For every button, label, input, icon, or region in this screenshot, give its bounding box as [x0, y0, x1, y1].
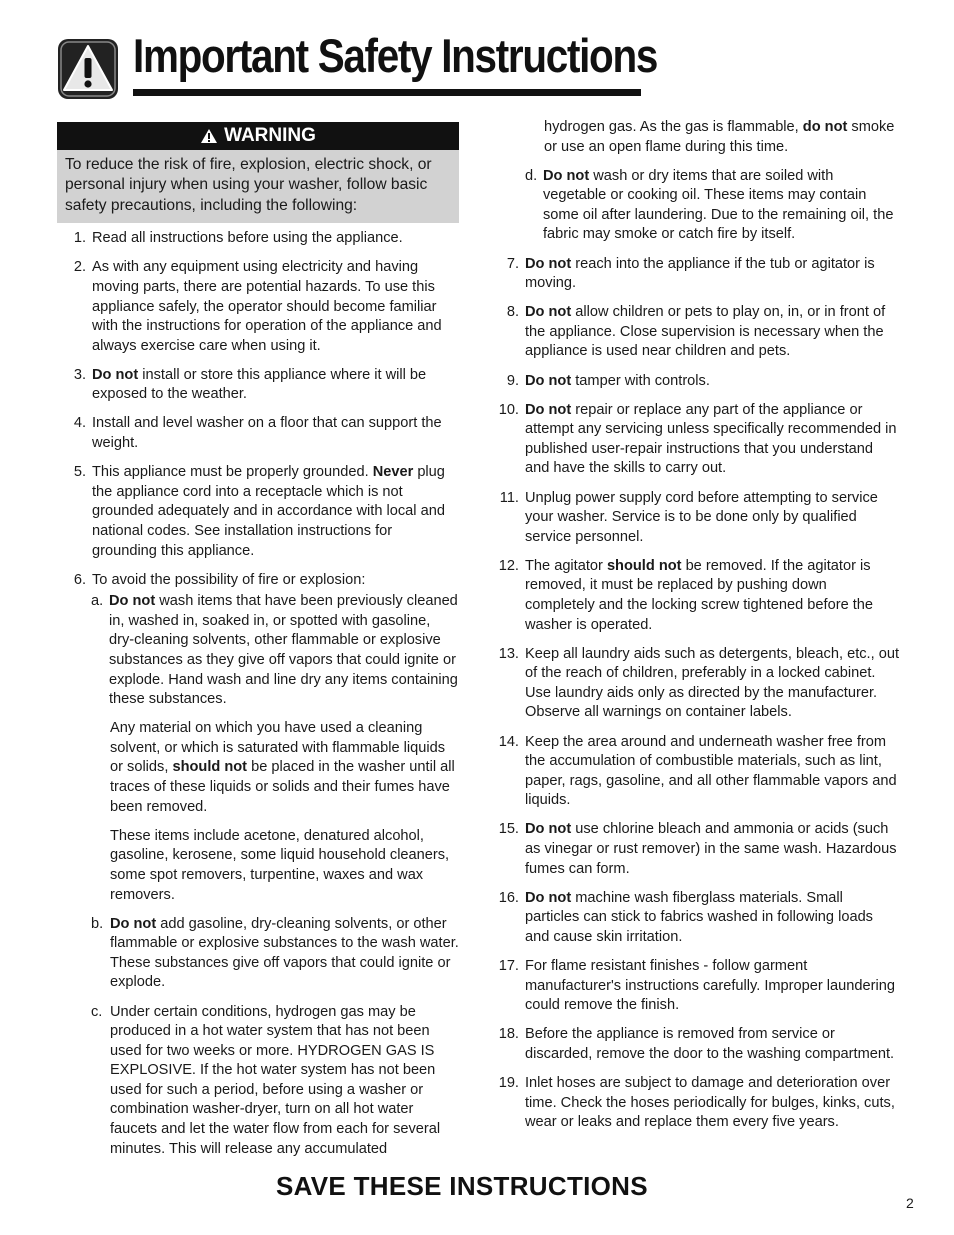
- emphasis: Do not: [543, 167, 590, 184]
- item-number: 18.: [498, 1026, 519, 1043]
- item-number: 1.: [73, 230, 86, 247]
- emphasis: Do not: [110, 915, 157, 932]
- item-text: Keep the area around and underneath washer free from the accumulation of combustible materials, such as lint, paper, rags, gasoline, and all other flammable vapors and liquids.: [525, 733, 897, 809]
- list-item: [497, 733, 899, 811]
- item-text: Keep all laundry aids such as detergents, bleach, etc., out of the reach of children, preferably in a locked cabinet. Use laundry aids only as directed by the manufacturer. Observe all warnings on container labels.: [525, 645, 899, 721]
- item-number: 16.: [498, 889, 519, 906]
- sub-letter: a.: [91, 593, 104, 610]
- left-column: [57, 122, 459, 1169]
- list-item: 16. Do not machine wash fiberglass materials. Small particles can stick to fabrics washed in following loads and cause skin irritation.: [497, 889, 899, 948]
- item-number: 7.: [506, 255, 519, 272]
- item-text: plug the appliance cord into a receptacle which is not grounded adequately and in accordance with local and national codes. See installation instructions for grounding this appliance.: [92, 464, 445, 559]
- list-item: [75, 571, 459, 591]
- sub-item: [525, 167, 899, 245]
- sub-item: [91, 1003, 459, 1160]
- item-number: 11.: [499, 489, 519, 506]
- item-text: Install and level washer on a floor that can support the weight.: [92, 415, 442, 452]
- item-number: 9.: [506, 372, 519, 389]
- list-item: [497, 489, 899, 548]
- list-item: 7. Do not reach into the appliance if the tub or agitator is moving.: [497, 255, 899, 294]
- item-text: This appliance must be properly grounded.: [92, 464, 373, 481]
- emphasis: Never: [372, 464, 414, 481]
- item-number: 4.: [73, 415, 86, 432]
- title-underline: [133, 89, 641, 96]
- exclamation-warning-icon: [57, 38, 119, 100]
- item-number: 6.: [73, 571, 86, 588]
- sub-text: wash or dry items that are soiled with vegetable or cooking oil. These items may contain some oil after laundering. Due to the remaining oil, the fabric may smoke or catch fire by itself.: [543, 167, 894, 243]
- item-number: 13.: [498, 645, 519, 662]
- sub-letter: c.: [91, 1003, 103, 1020]
- warning-text: To reduce the risk of fire, explosion, electric shock, or personal injury when using your washer, follow basic safety precautions, including the following:: [57, 150, 459, 223]
- sub-item: [91, 915, 459, 993]
- emphasis: Do not: [92, 366, 139, 383]
- item-text: install or store this appliance where it will be exposed to the weather.: [92, 366, 427, 403]
- sub-text: add gasoline, dry-cleaning solvents, or other flammable or explosive substances to the wash water. These substances give off vapors that could ignite or explode.: [110, 915, 459, 991]
- sub-text: wash items that have been previously cleaned in, washed in, soaked in, or spotted with gasoline, dry-cleaning solvents, other flammable or explosive substances as they give off vapors that could ignite or explode. Hand wash and line dry any items containing these substances.: [109, 593, 458, 708]
- list-item: [497, 1025, 899, 1064]
- paragraph: Any material on which you have used a cleaning solvent, or which is saturated with flammable liquids or solids, should not be placed in the washer until all traces of these liquids or solids and their fumes have been removed.: [110, 720, 455, 815]
- item-number: 14.: [498, 733, 519, 750]
- warning-label: WARNING: [224, 125, 316, 147]
- right-column: [497, 118, 899, 1142]
- list-item: [75, 414, 459, 453]
- sub-item: [91, 592, 459, 710]
- item-text: For flame resistant finishes - follow garment manufacturer's instructions carefully. Improper laundering could remove the finish.: [525, 957, 895, 1014]
- list-item: [75, 229, 459, 249]
- list-item: [497, 645, 899, 723]
- list-item: [75, 463, 459, 561]
- item-text: To avoid the possibility of fire or explosion:: [92, 571, 366, 588]
- item-number: 17.: [498, 957, 519, 974]
- list-item: [497, 957, 899, 1016]
- list-item: 8. Do not allow children or pets to play on, in, or in front of the appliance. Close supervision is necessary when the appliance is used near children and pets.: [497, 303, 899, 362]
- item-number: 3.: [73, 366, 86, 383]
- page-title: Important Safety Instructions: [133, 29, 658, 82]
- sub-text: Under certain conditions, hydrogen gas may be produced in a hot water system that has not been used for two weeks or more. HYDROGEN GAS IS EXPLOSIVE. If the hot water system has not been used for such a period, before using a washer or combination washer-dryer, turn on all hot water faucets and let the water flow from each for several minutes. This will release any accumulated: [110, 1003, 441, 1157]
- item-number: 5.: [73, 464, 86, 481]
- sub-letter: b.: [91, 915, 104, 932]
- warning-header: [57, 122, 459, 150]
- item-number: 8.: [506, 304, 519, 321]
- paragraph: hydrogen gas. As the gas is flammable, do not smoke or use an open flame during this time.: [544, 119, 895, 155]
- item-text: Before the appliance is removed from service or discarded, remove the door to the washing compartment.: [525, 1026, 895, 1062]
- list-item: 9. Do not tamper with controls.: [497, 372, 899, 392]
- item-number: 10.: [498, 401, 519, 418]
- list-item: 10. Do not repair or replace any part of the appliance or attempt any servicing unless specifically recommended in published user-repair instructions that you understand and have the skills to carry out.: [497, 401, 899, 479]
- item-number: 2.: [73, 259, 86, 276]
- list-item: 12. The agitator should not be removed. If the agitator is removed, it must be replaced by pushing down completely and the locking screw tightened before the washer is operated.: [497, 557, 899, 635]
- sub-letter: d.: [525, 167, 538, 184]
- list-item: [75, 258, 459, 356]
- item-text: As with any equipment using electricity and having moving parts, there are potential hazards. To use this appliance safely, the operator should become familiar with the instructions for operation of the appliance and always exercise care when using it.: [92, 259, 442, 354]
- item-number: 19.: [498, 1074, 519, 1091]
- item-text: Unplug power supply cord before attempting to service your washer. Service is to be done only by qualified service personnel.: [525, 489, 878, 545]
- emphasis: Do not: [109, 593, 156, 610]
- list-item: [75, 366, 459, 405]
- item-text: Inlet hoses are subject to damage and deterioration over time. Check the hoses periodically for bulges, kinks, cuts, wear or leaks and replace them every five years.: [525, 1074, 895, 1131]
- list-item: 15. Do not use chlorine bleach and ammonia or acids (such as vinegar or rust remover) in the same wash. Hazardous fumes can form.: [497, 820, 899, 879]
- warning-triangle-icon: [200, 128, 218, 144]
- save-instructions-heading: SAVE THESE INSTRUCTIONS: [276, 1171, 648, 1201]
- item-number: 12.: [498, 557, 519, 574]
- list-item: [497, 1074, 899, 1133]
- page-number: 2: [906, 1195, 914, 1211]
- item-number: 15.: [498, 821, 519, 838]
- item-text: Read all instructions before using the appliance.: [92, 230, 403, 247]
- paragraph: These items include acetone, denatured alcohol, gasoline, kerosene, some liquid household cleaners, some spot removers, turpentine, waxes and wax removers.: [110, 827, 450, 903]
